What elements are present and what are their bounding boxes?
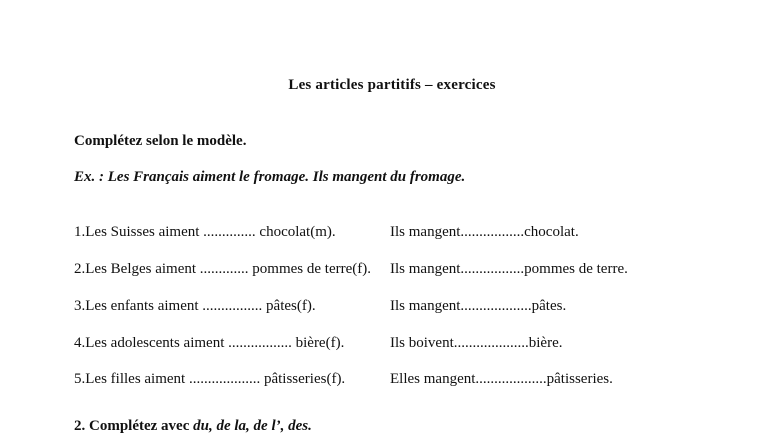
document-title: Les articles partitifs – exercices <box>288 77 496 93</box>
exercise-item-right: Ils boivent....................bière. <box>390 335 563 351</box>
exercise-item-right: Ils mangent.................pommes de terre. <box>390 261 628 277</box>
section-2-prefix: 2. Complétez avec <box>74 418 194 434</box>
section-2-heading <box>74 418 312 435</box>
section-2-words: du, de la, de l’, des. <box>193 418 312 434</box>
exercise-item-left: 3.Les enfants aiment ................ pâtes(f). <box>74 298 316 314</box>
exercise-item-right: Ils mangent.................chocolat. <box>390 224 579 240</box>
exercise-item-right: Ils mangent...................pâtes. <box>390 298 567 314</box>
exercise-item-right: Elles mangent...................pâtisseries. <box>390 371 613 387</box>
exercise-item-left: 4.Les adolescents aiment ................. bière(f). <box>74 335 345 351</box>
exercise-item-left: 1.Les Suisses aiment .............. chocolat(m). <box>74 224 336 240</box>
exercise-example: Ex. : Les Français aiment le fromage. Ils mangent du fromage. <box>74 169 466 185</box>
exercise-instruction: Complétez selon le modèle. <box>74 133 247 149</box>
exercise-item-left: 2.Les Belges aiment ............. pommes de terre(f). <box>74 261 371 277</box>
exercise-item-left: 5.Les filles aiment ................... pâtisseries(f). <box>74 371 346 387</box>
